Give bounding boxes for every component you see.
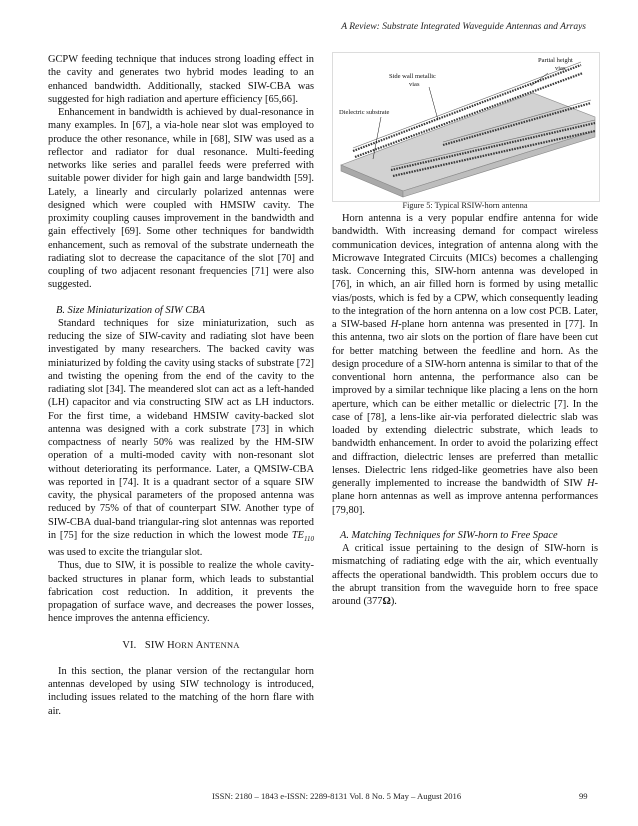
label-partial-height-vias: vias bbox=[555, 65, 566, 72]
pointer-line bbox=[429, 87, 438, 120]
paragraph bbox=[332, 212, 598, 517]
section-title-ntenna: NTENNA bbox=[203, 640, 240, 650]
paragraph-text: ). bbox=[390, 596, 397, 607]
math-h: H bbox=[587, 478, 595, 489]
figure-rsiw-horn bbox=[332, 52, 600, 202]
math-subscript: 110 bbox=[304, 534, 314, 543]
paragraph-text: Horn antenna is a very popular endfire antenna for wide bandwidth. With increasing demand for compact wireless communication devices, integration of antenna along with the Microwave Integrated Circuits (MICs) becomes a challenging task. Concerning this, SIW-horn antenna was developed in [76], in which, an air filled horn is formed by using metallic vias/posts, which is fed by a CPW, which consequently leading to the integration of the horn antenna on a low cost PCB. Later, a SIW-based bbox=[332, 213, 598, 330]
label-side-wall-vias: vias bbox=[409, 81, 420, 88]
paragraph-text: -plane horn antenna was presented in [77]. In this antenna, two air slots on the portion of flare have been cut for better matching between the feedline and horn. As the design procedure of a SIW-horn antenna is similar to that of the conventional horn antenna, the performance also can be improved by a similar technique like placing a lens on the horn aperture, which can be either metallic or dielectric [7]. In the case of [78], a lens-like air-via perforated dielectric slab was loaded by extending dielectric substrate, which leads to bandwidth enhancement. In order to avoid the polarizing effect and diffraction, dielectric lenses are preferred than metallic lenses. Dielectric lens ridged-like geometries have also been generally implemented to increase the bandwidth of SIW bbox=[332, 319, 598, 489]
math-mode-te bbox=[292, 530, 314, 541]
math-ohm: Ω bbox=[382, 596, 391, 607]
paragraph bbox=[48, 317, 314, 560]
subsection-heading: A. Matching Techniques for SIW-horn to Free Space bbox=[340, 529, 558, 541]
math-h: H bbox=[390, 319, 399, 330]
page-number: 99 bbox=[579, 791, 588, 801]
paragraph-text: Standard techniques for size miniaturization, such as reducing the size of SIW-cavity and radiating slot have been investigated by many researchers. The backed cavity was miniaturized by folding the cavity using stacks of substrate [72] and twisting the opening from the end of the cavity to the radiating slot [34]. The meandered slot can act as a left-handed (LH) capacitor and via constructing SIW act as LH inductors. For the first time, a wideband HMSIW cavity-backed slot antenna was designed with a cork substrate [73] in which compactness of nearly 50% was realized by the HM-SIW operation of a multi-moded cavity with non-resonant slot without deteriorating its performance. Later, a QMSIW-CBA was reported in [74]. It is a quadrant sector of a square SIW cavity, the physical parameters of the proposed antenna was reduced by 75% of that of counterpart SIW. Another type of SIW-CBA dual-band triangular-ring slot antennas was reported in [75] for the size reduction in which the lowest mode bbox=[48, 317, 314, 541]
label-partial-height: Partial height bbox=[538, 57, 573, 64]
section-title-a: A bbox=[195, 639, 204, 651]
running-header: A Review: Substrate Integrated Waveguide Antennas and Arrays bbox=[341, 22, 586, 32]
paragraph-text: was used to excite the triangular slot. bbox=[48, 547, 203, 559]
section-heading bbox=[48, 639, 314, 652]
section-title-orn: ORN bbox=[174, 640, 194, 650]
left-column bbox=[48, 53, 314, 718]
section-title-h: H bbox=[167, 639, 175, 651]
paragraph-text: A critical issue pertaining to the design of SIW-horn is mismatching of radiating edge with the air, which eventually affects the operational bandwidth. This problem occurs due to the abrupt transition from the waveguide horn to free space around (377 bbox=[332, 543, 598, 607]
paragraph: GCPW feeding technique that induces strong loading effect in the cavity and generates two hybrid modes leading to an enhanced bandwidth. Additionally, stacked SIW-CBA was suggested for high radiation and aperture efficiency [65,66]. bbox=[48, 54, 314, 105]
paragraph: Thus, due to SIW, it is possible to realize the whole cavity-backed structures in planar form, which leads to substantial fabrication cost reduction. In addition, it prevents the propagation of surface wave, and decreases the power losses, hence improves the antenna efficiency. bbox=[48, 560, 314, 625]
right-column bbox=[332, 212, 598, 608]
label-dielectric-substrate: Dielectric substrate bbox=[339, 109, 390, 116]
paragraph: In this section, the planar version of the rectangular horn antennas developed by using SIW technology is introduced, including issues related to the matching of the horn flare with air. bbox=[48, 665, 314, 717]
footer-issn: ISSN: 2180 – 1843 e-ISSN: 2289-8131 Vol. 8 No. 5 May – August 2016 bbox=[212, 791, 462, 801]
label-side-wall: Side wall metallic bbox=[389, 73, 436, 80]
section-title-siw: SIW bbox=[144, 639, 165, 651]
section-number: VI. bbox=[122, 639, 137, 651]
figure-caption: Figure 5: Typical RSIW-horn antenna bbox=[402, 201, 528, 210]
paragraph: Enhancement in bandwidth is achieved by dual-resonance in many examples. In [67], a via-hole near slot was employed to produce the other resonance, while in [68], SIW was used as a reflector and radiator for dual resonance. Multi-feeding networks like series and parallel feeds were preferred with suitable power divider for high gain and large bandwidth [59]. Lately, a linearly and circularly polarized antennas were designed which were coupled with HMSIW cavity. The proximity coupling causes improvement in the bandwidth and gain effectively [69]. Some other techniques for bandwidth enhancement, such as removal of the substrate underneath the radiating slot to decrease the capacitance of the slot [70] and coupling of two adjacent resonant frequencies [71] were also suggested. bbox=[48, 107, 314, 291]
paragraph bbox=[332, 542, 598, 608]
math-te: TE bbox=[291, 529, 305, 541]
paragraph-text: -plane horn antennas as well as improve antenna performances [79,80]. bbox=[332, 478, 598, 516]
horn-antenna-illustration bbox=[333, 53, 599, 201]
subsection-heading: B. Size Miniaturization of SIW CBA bbox=[56, 304, 205, 316]
